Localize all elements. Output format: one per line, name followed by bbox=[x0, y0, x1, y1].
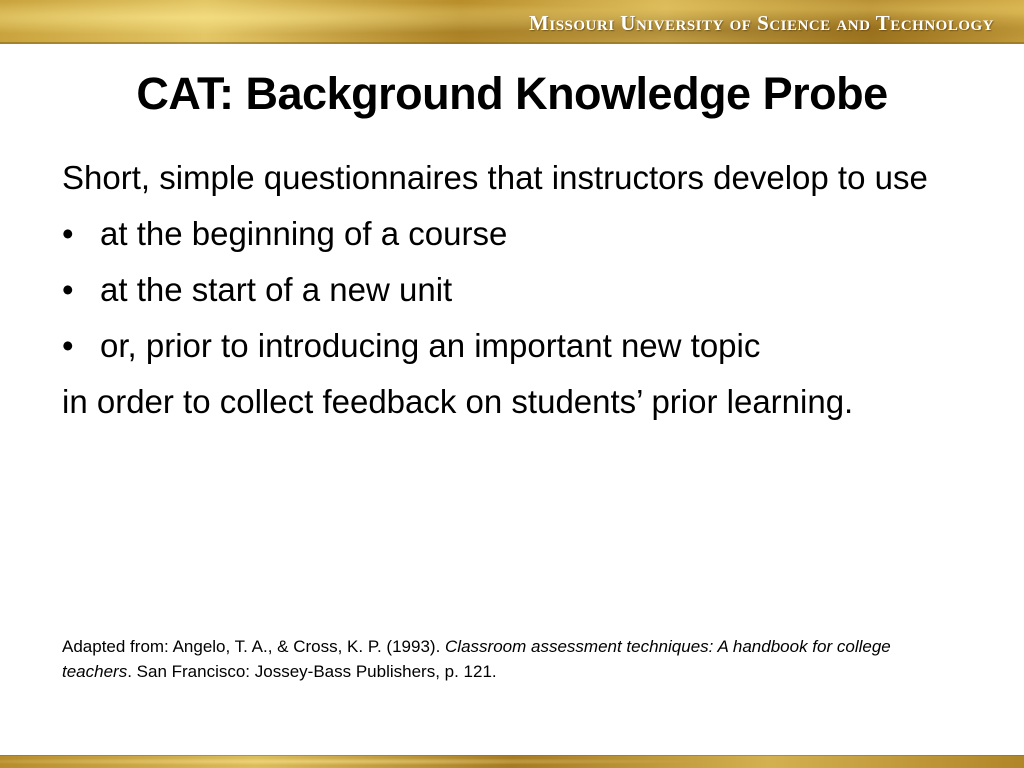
bullet-icon: • bbox=[62, 215, 74, 252]
slide-body bbox=[62, 156, 962, 424]
bullet-text: at the start of a new unit bbox=[100, 271, 453, 308]
top-banner bbox=[0, 0, 1024, 44]
intro-text: Short, simple questionnaires that instructors develop to use bbox=[62, 159, 928, 196]
bullet-item bbox=[62, 268, 962, 312]
citation bbox=[62, 634, 962, 684]
bullet-list bbox=[62, 212, 962, 368]
bullet-text: or, prior to introducing an important new topic bbox=[100, 327, 761, 364]
bottom-banner bbox=[0, 755, 1024, 768]
university-name: Missouri University of Science and Technology bbox=[529, 11, 994, 35]
bullet-icon: • bbox=[62, 327, 74, 364]
bullet-item bbox=[62, 324, 962, 368]
bullet-item bbox=[62, 212, 962, 256]
conclusion-text: in order to collect feedback on students’ prior learning. bbox=[62, 383, 854, 420]
slide-title: CAT: Background Knowledge Probe bbox=[136, 68, 888, 119]
citation-prefix: Adapted from: Angelo, T. A., & Cross, K. P. (1993). bbox=[62, 637, 446, 656]
bullet-icon: • bbox=[62, 271, 74, 308]
bullet-text: at the beginning of a course bbox=[100, 215, 508, 252]
citation-book-title: Classroom assessment techniques: A handbook for college teachers bbox=[62, 637, 891, 681]
citation-suffix: . San Francisco: Jossey-Bass Publishers, p. 121. bbox=[127, 662, 497, 681]
